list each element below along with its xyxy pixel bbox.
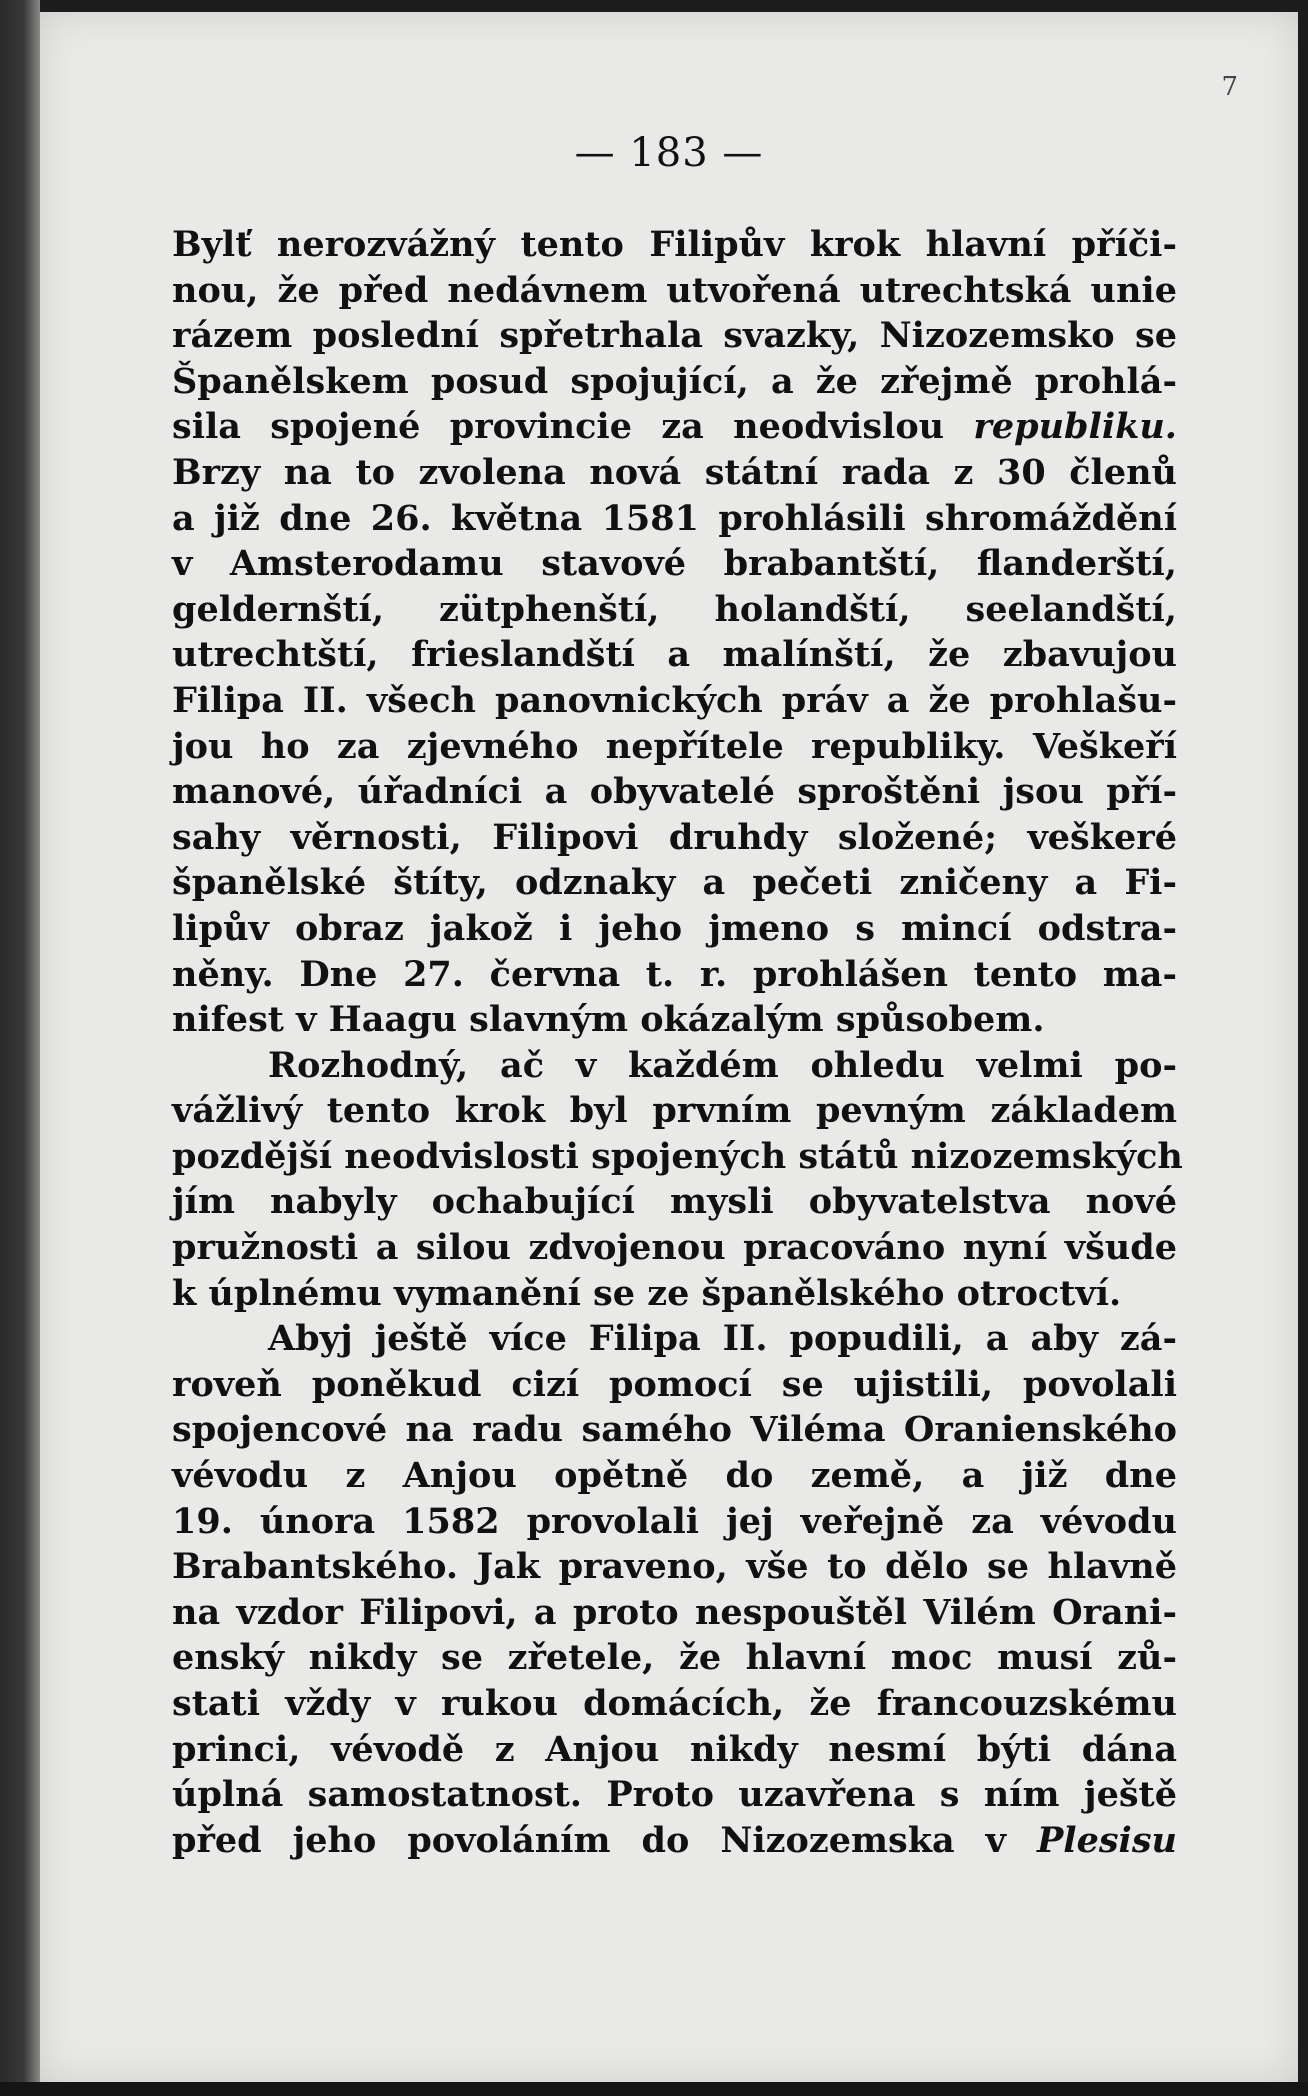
text-line: vévodu z Anjou opětně do země, a již dne [172,1455,1177,1497]
text-line: Brabantského. Jak praveno, vše to dělo se hlavně [172,1546,1177,1588]
text-line: manové, úřadníci a obyvatelé sproštěni jsou pří- [172,771,1177,813]
italic-word: Plesisu [1036,1819,1178,1861]
text-line-with-italic [172,404,1177,450]
scan-bottom-edge [0,2082,1308,2096]
text-line: geldernští, zütphenští, holandští, seelandští, [172,588,1177,630]
text-line-paragraph-start: Rozhodný, ač v každém ohledu velmi po- [268,1044,1177,1086]
text-line: něny. Dne 27. června t. r. prohlášen tento ma- [172,953,1177,995]
text-line: enský nikdy se zřetele, že hlavní moc musí zů- [172,1637,1177,1679]
text-line: a již dne 26. května 1581 prohlásili shromáždění [172,497,1177,539]
text-line: spojencové na radu samého Viléma Oranienského [172,1409,1177,1451]
text-line: stati vždy v rukou domácích, že francouzskému [172,1683,1177,1724]
text-line: lipův obraz jakož i jeho jmeno s mincí odstra- [172,907,1177,949]
text-line: sahy věrnosti, Filipovi druhdy složené; veškeré [172,816,1177,858]
text-line-paragraph-start: Abyj ještě více Filipa II. popudili, a aby zá- [268,1318,1177,1360]
text-line: Filipa II. všech panovnických práv a že prohlašu- [172,679,1177,721]
text-line: španělské štíty, odznaky a pečeti zničeny a Fi- [172,862,1177,904]
text-line: Brzy na to zvolena nová státní rada z 30 členů [172,451,1177,493]
text-line: pružnosti a silou zdvojenou pracováno nyní všude [172,1227,1177,1269]
text-segment: před jeho povoláním do Nizozemska v [172,1819,1006,1861]
text-line: utrechtští, frieslandští a malínští, že zbavujou [172,634,1177,676]
text-line: 19. února 1582 provolali jej veřejně za vévodu [172,1500,1177,1542]
text-line: nifest v Haagu slavným okázalým spůsobem. [172,999,1045,1041]
text-line: nou, že před nedávnem utvořená utrechtská unie [172,269,1177,311]
text-line: roveň poněkud cizí pomocí se ujistili, povolali [172,1363,1177,1405]
corner-pencil-mark: 7 [1221,72,1238,102]
text-line: k úplnému vymanění se ze španělského otroctví. [172,1272,1122,1314]
scan-left-edge [0,0,40,2096]
text-line: Bylť nerozvážný tento Filipův krok hlavní příči- [172,224,1177,265]
italic-word: republiku. [973,406,1177,448]
text-line: vážlivý tento krok byl prvním pevným základem [172,1090,1177,1132]
text-line: jou ho za zjevného nepřítele republiky. Veškeří [172,725,1177,767]
text-line: rázem poslední spřetrhala svazky, Nizozemsko se [172,315,1177,357]
body-text [172,222,1183,1863]
text-line: na vzdor Filipovi, a proto nespouštěl Vilém Orani- [172,1591,1177,1633]
text-line: jím nabyly ochabující mysli obyvatelstva nové [172,1181,1177,1223]
text-line: v Amsterodamu stavové brabantští, flanderští, [172,543,1177,585]
text-line: princi, vévodě z Anjou nikdy nesmí býti dána [172,1728,1177,1770]
text-line-with-italic [172,1818,1177,1864]
page-number: — 183 — [574,130,764,176]
text-line: úplná samostatnost. Proto uzavřena s ním ještě [172,1774,1177,1816]
text-segment: sila spojené provincie za neodvislou [172,406,945,448]
text-line: Španělskem posud spojující, a že zřejmě prohlá- [172,360,1177,402]
text-line: pozdější neodvislosti spojených států nizozemských [172,1135,1183,1177]
